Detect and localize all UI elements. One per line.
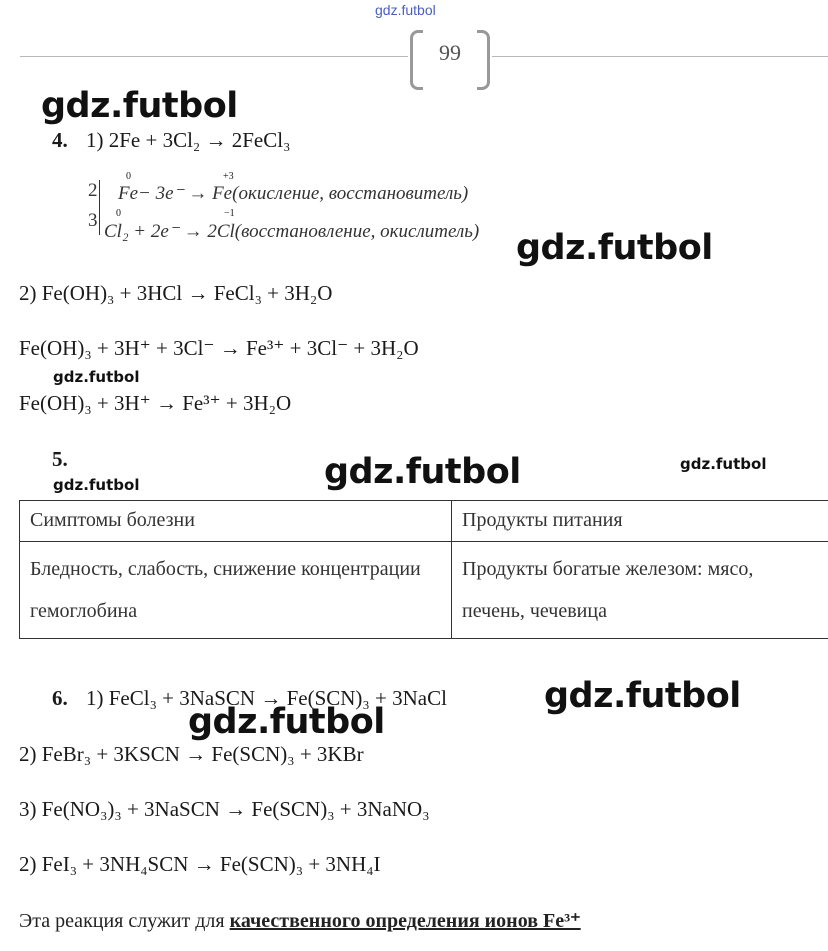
conclusion-emphasis: качественного определения ионов Fe³⁺ [229, 910, 581, 932]
page-number-box [410, 30, 490, 84]
task6-equation-3: 3) Fe(NO₃)₃ + 3NaSCN → Fe(SCN)₃ + 3NaNO₃ [19, 797, 430, 821]
watermark-top: gdz.futbol [375, 2, 436, 18]
task4-equation-1: 1) 2Fe + 3Cl₂ → 2FeCl₃ [86, 128, 291, 152]
watermark-3: gdz.futbol [53, 368, 140, 386]
watermark-4: gdz.futbol [324, 452, 521, 492]
electron-balance-coef-2: 3 [88, 210, 98, 231]
conclusion-text: Эта реакция служит для [19, 910, 230, 932]
task6-equation-4: 2) FeI₃ + 3NH₄SCN → Fe(SCN)₃ + 3NH₄I [19, 852, 381, 876]
task4-equation-2: 2) Fe(OH)₃ + 3HCl → FeCl₃ + 3H₂O [19, 281, 333, 305]
watermark-2: gdz.futbol [516, 228, 713, 268]
task5-number: 5. [52, 447, 68, 471]
symptoms-table [19, 500, 828, 639]
table-cell: Продукты богатые железом: мясо, печень, чечевица [452, 542, 828, 639]
task4-number: 4. [52, 128, 68, 152]
table-header-cell: Продукты питания [452, 501, 828, 542]
table-row [20, 542, 828, 639]
table-header-row [20, 501, 828, 542]
watermark-1: gdz.futbol [41, 86, 238, 126]
oxidation-state-cl-0: 0 [116, 208, 121, 219]
oxidation-state-fe-0: 0 [126, 171, 131, 182]
watermark-5: gdz.futbol [680, 455, 767, 473]
header-rule-left [20, 56, 408, 57]
task6-equation-1: 1) FeCl₃ + 3NaSCN → Fe(SCN)₃ + 3NaCl [86, 686, 447, 710]
oxidation-state-fe-plus3: +3 [223, 171, 234, 182]
task6-number: 6. [52, 686, 68, 710]
electron-balance-coef-1: 2 [88, 180, 98, 201]
task6-conclusion [19, 908, 581, 933]
electron-balance-divider [99, 180, 100, 235]
watermark-8: gdz.futbol [188, 702, 385, 742]
task4-ionic-full: Fe(OH)₃ + 3H⁺ + 3Cl⁻ → Fe³⁺ + 3Cl⁻ + 3H₂O [19, 336, 419, 360]
task4-ionic-short: Fe(OH)₃ + 3H⁺ → Fe³⁺ + 3H₂O [19, 391, 292, 415]
table-header-cell: Симптомы болезни [20, 501, 452, 542]
oxidation-state-cl-minus1: −1 [224, 208, 235, 219]
page-number: 99 [439, 40, 461, 65]
watermark-7: gdz.futbol [544, 676, 741, 716]
task6-equation-2: 2) FeBr₃ + 3KSCN → Fe(SCN)₃ + 3KBr [19, 742, 364, 766]
half-reaction-oxidation: Fe− 3e⁻ → Fe(окисление, восстановитель) [118, 183, 469, 204]
table-cell: Бледность, слабость, снижение концентрации гемоглобина [20, 542, 452, 639]
header-rule-right [492, 56, 828, 57]
half-reaction-reduction: Cl₂ + 2e⁻ → 2Cl(восстановление, окислитель) [104, 221, 480, 242]
watermark-6: gdz.futbol [53, 476, 140, 494]
